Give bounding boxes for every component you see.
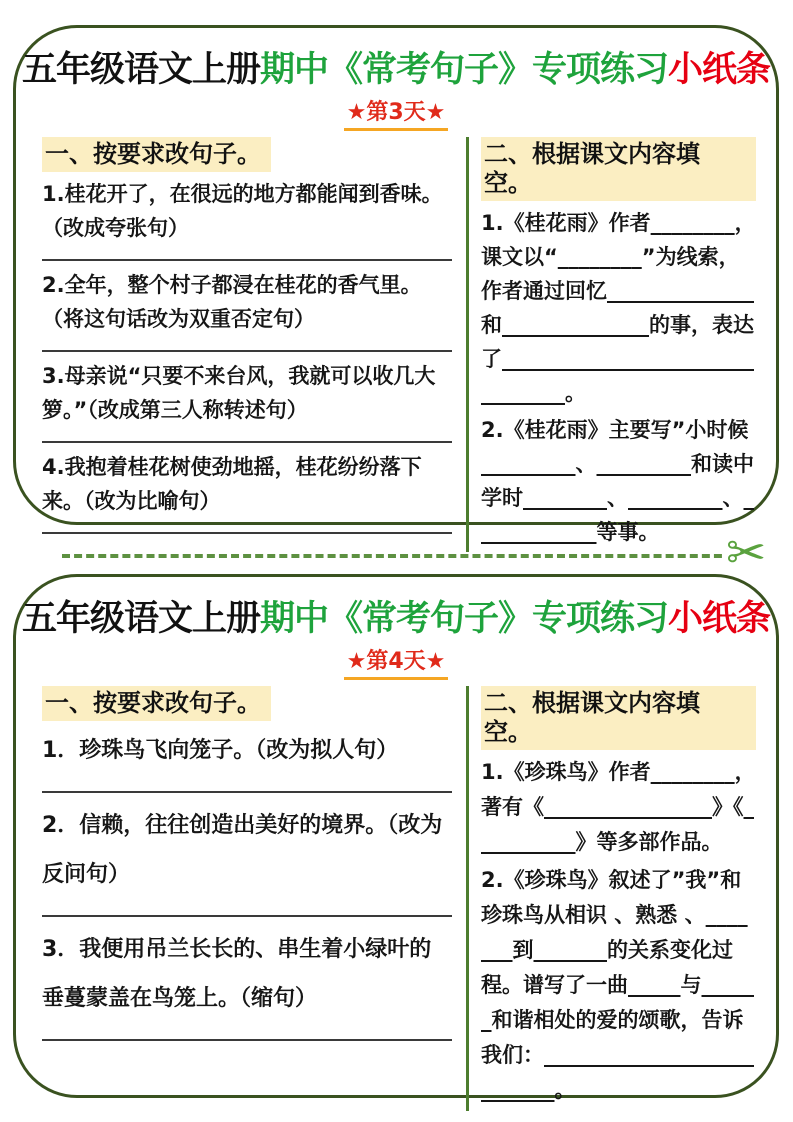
sheet-title: [16, 591, 776, 641]
section-rewrite-sentences: [42, 686, 466, 1111]
section-fill-blanks: [469, 686, 756, 1111]
columns: [16, 680, 776, 1111]
title-topic-part: 期中《常考句子》专项练习: [259, 599, 668, 639]
columns: [16, 131, 776, 552]
day-row: [16, 95, 776, 131]
answer-line: [42, 915, 452, 917]
answer-line: [42, 791, 452, 793]
question-item: 1.桂花开了，在很远的地方都能闻到香味。（改成夸张句）: [42, 181, 443, 240]
fill-blank-item: 1.《珍珠鸟》作者________，著有《________________》《__________》等多部作品。: [481, 759, 756, 854]
day-label: ★第3天★: [344, 95, 449, 131]
question-item: 2．信赖，往往创造出美好的境界。（改为反问句）: [42, 812, 443, 887]
title-grade-part: 五年级语文上册: [21, 599, 260, 639]
cut-dashed-line: [62, 554, 734, 558]
question-item: 4.我抱着桂花树使劲地摇，桂花纷纷落下来。（改为比喻句）: [42, 454, 422, 513]
worksheet-day4: [13, 574, 779, 1102]
sheet-title: [16, 42, 776, 92]
section-rewrite-sentences: [42, 137, 466, 552]
question-item: 3．我便用吊兰长长的、串生着小绿叶的垂蔓蒙盖在鸟笼上。（缩句）: [42, 936, 432, 1011]
scissors-icon: ✂: [726, 525, 767, 581]
fill-blank-item: 1.《桂花雨》作者________，课文以“________”为线索，作者通过回忆______________和______________的事，表达了________________________________。: [481, 210, 756, 405]
question-item: 3.母亲说“只要不来台风，我就可以收几大箩。”（改成第三人称转述句）: [42, 363, 436, 422]
answer-line: [42, 1039, 452, 1041]
title-grade-part: 五年级语文上册: [21, 50, 260, 90]
title-note-part: 小纸条: [668, 50, 771, 90]
title-topic-part: 期中《常考句子》专项练习: [259, 50, 668, 90]
title-note-part: 小纸条: [668, 599, 771, 639]
left-section-heading: 一、按要求改句子。: [42, 137, 271, 172]
question-item: 1．珍珠鸟飞向笼子。（改为拟人句）: [42, 737, 399, 763]
fill-blank-item: 2.《桂花雨》主要写”小时候_________、_________和读中学时________、_________、____________等事。: [481, 417, 754, 544]
answer-line: [42, 441, 452, 443]
question-item: 2.全年，整个村子都浸在桂花的香气里。（将这句话改为双重否定句）: [42, 272, 422, 331]
fill-blank-item: 2.《珍珠鸟》叙述了”我”和珍珠鸟从相识 、熟悉 、_______到_______的关系变化过程。谱写了一曲_____与______和谐相处的爱的颂歌，告诉我们：___________________________。: [481, 867, 754, 1102]
right-section-heading: 二、根据课文内容填空。: [481, 686, 756, 750]
left-section-heading: 一、按要求改句子。: [42, 686, 271, 721]
answer-line: [42, 350, 452, 352]
right-section-heading: 二、根据课文内容填空。: [481, 137, 756, 201]
worksheet-day3: [13, 25, 779, 544]
day-row: [16, 644, 776, 680]
day-label: ★第4天★: [344, 644, 449, 680]
answer-line: [42, 532, 452, 534]
answer-line: [42, 259, 452, 261]
section-fill-blanks: [469, 137, 756, 552]
